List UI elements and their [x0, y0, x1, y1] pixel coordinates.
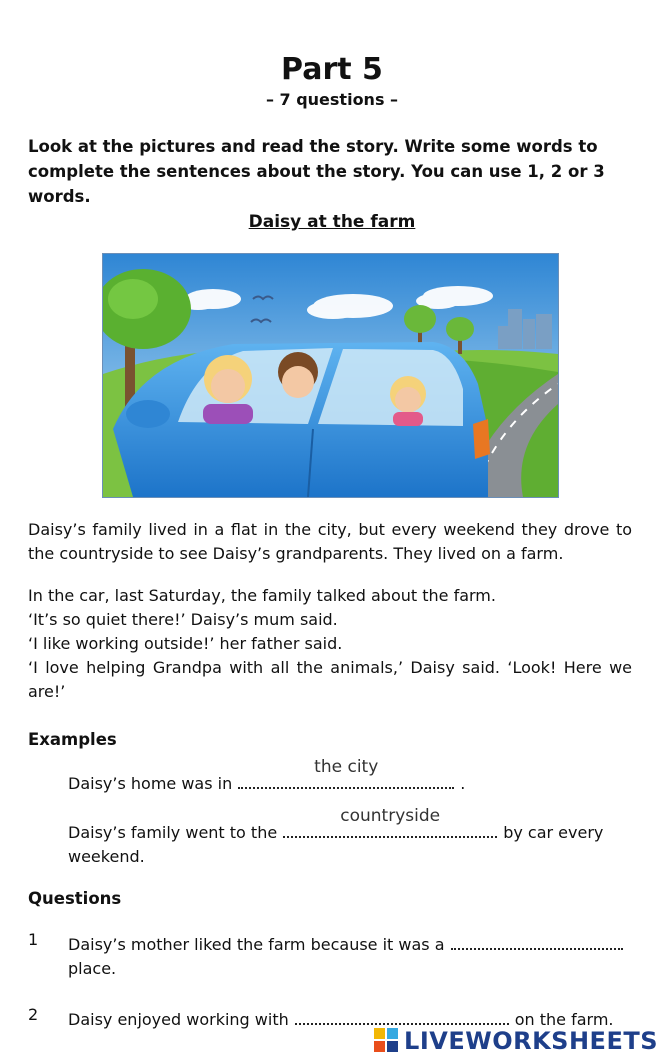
examples-heading: Examples	[28, 730, 117, 749]
liveworksheets-logo-text: LIVEWORKSHEETS	[404, 1027, 658, 1055]
example-1-before: Daisy’s home was in	[68, 774, 233, 793]
liveworksheets-logo-icon	[372, 1026, 402, 1056]
example-1-after: .	[460, 774, 466, 793]
instructions: Look at the pictures and read the story. Write some words to complete the sentences about the story. You can use 1, 2 or 3 words.	[28, 137, 605, 206]
example-1-answer: the city	[314, 757, 379, 777]
story-paragraph-1: Daisy’s family lived in a flat in the city, but every weekend they drove to the countryside to see Daisy’s grandparents. They lived on a farm.	[28, 520, 632, 563]
question-2-number: 2	[28, 1005, 39, 1024]
story-line: ‘It’s so quiet there!’ Daisy’s mum said.	[28, 610, 338, 629]
question-1-before: Daisy’s mother liked the farm because it was a	[68, 935, 445, 954]
story-line: ‘I love helping Grandpa with all the animals,’ Daisy said. ‘Look! Here we are!’	[28, 658, 632, 701]
page-subtitle: – 7 questions –	[265, 90, 399, 109]
liveworksheets-logo[interactable]	[372, 1024, 658, 1058]
story-line: ‘I like working outside!’ her father said.	[28, 634, 343, 653]
example-2-after: by car every weekend.	[68, 823, 604, 866]
story-paragraph-2	[28, 584, 632, 704]
question-2-after: on the farm.	[514, 1010, 614, 1029]
question-1-answer-field[interactable]	[451, 928, 623, 950]
example-2-before: Daisy’s family went to the	[68, 823, 278, 842]
example-2-blank	[283, 806, 497, 838]
example-2-answer: countryside	[340, 806, 441, 826]
question-1-number: 1	[28, 930, 39, 949]
story-illustration	[102, 253, 559, 498]
question-2-answer-field[interactable]	[295, 1003, 509, 1025]
question-2-before: Daisy enjoyed working with	[68, 1010, 289, 1029]
questions-heading: Questions	[28, 889, 122, 908]
story-title: Daisy at the farm	[248, 212, 416, 232]
question-1-after: place.	[68, 959, 117, 978]
example-1-blank	[238, 757, 454, 789]
page-title: Part 5	[281, 52, 383, 87]
story-line: In the car, last Saturday, the family talked about the farm.	[28, 586, 496, 605]
